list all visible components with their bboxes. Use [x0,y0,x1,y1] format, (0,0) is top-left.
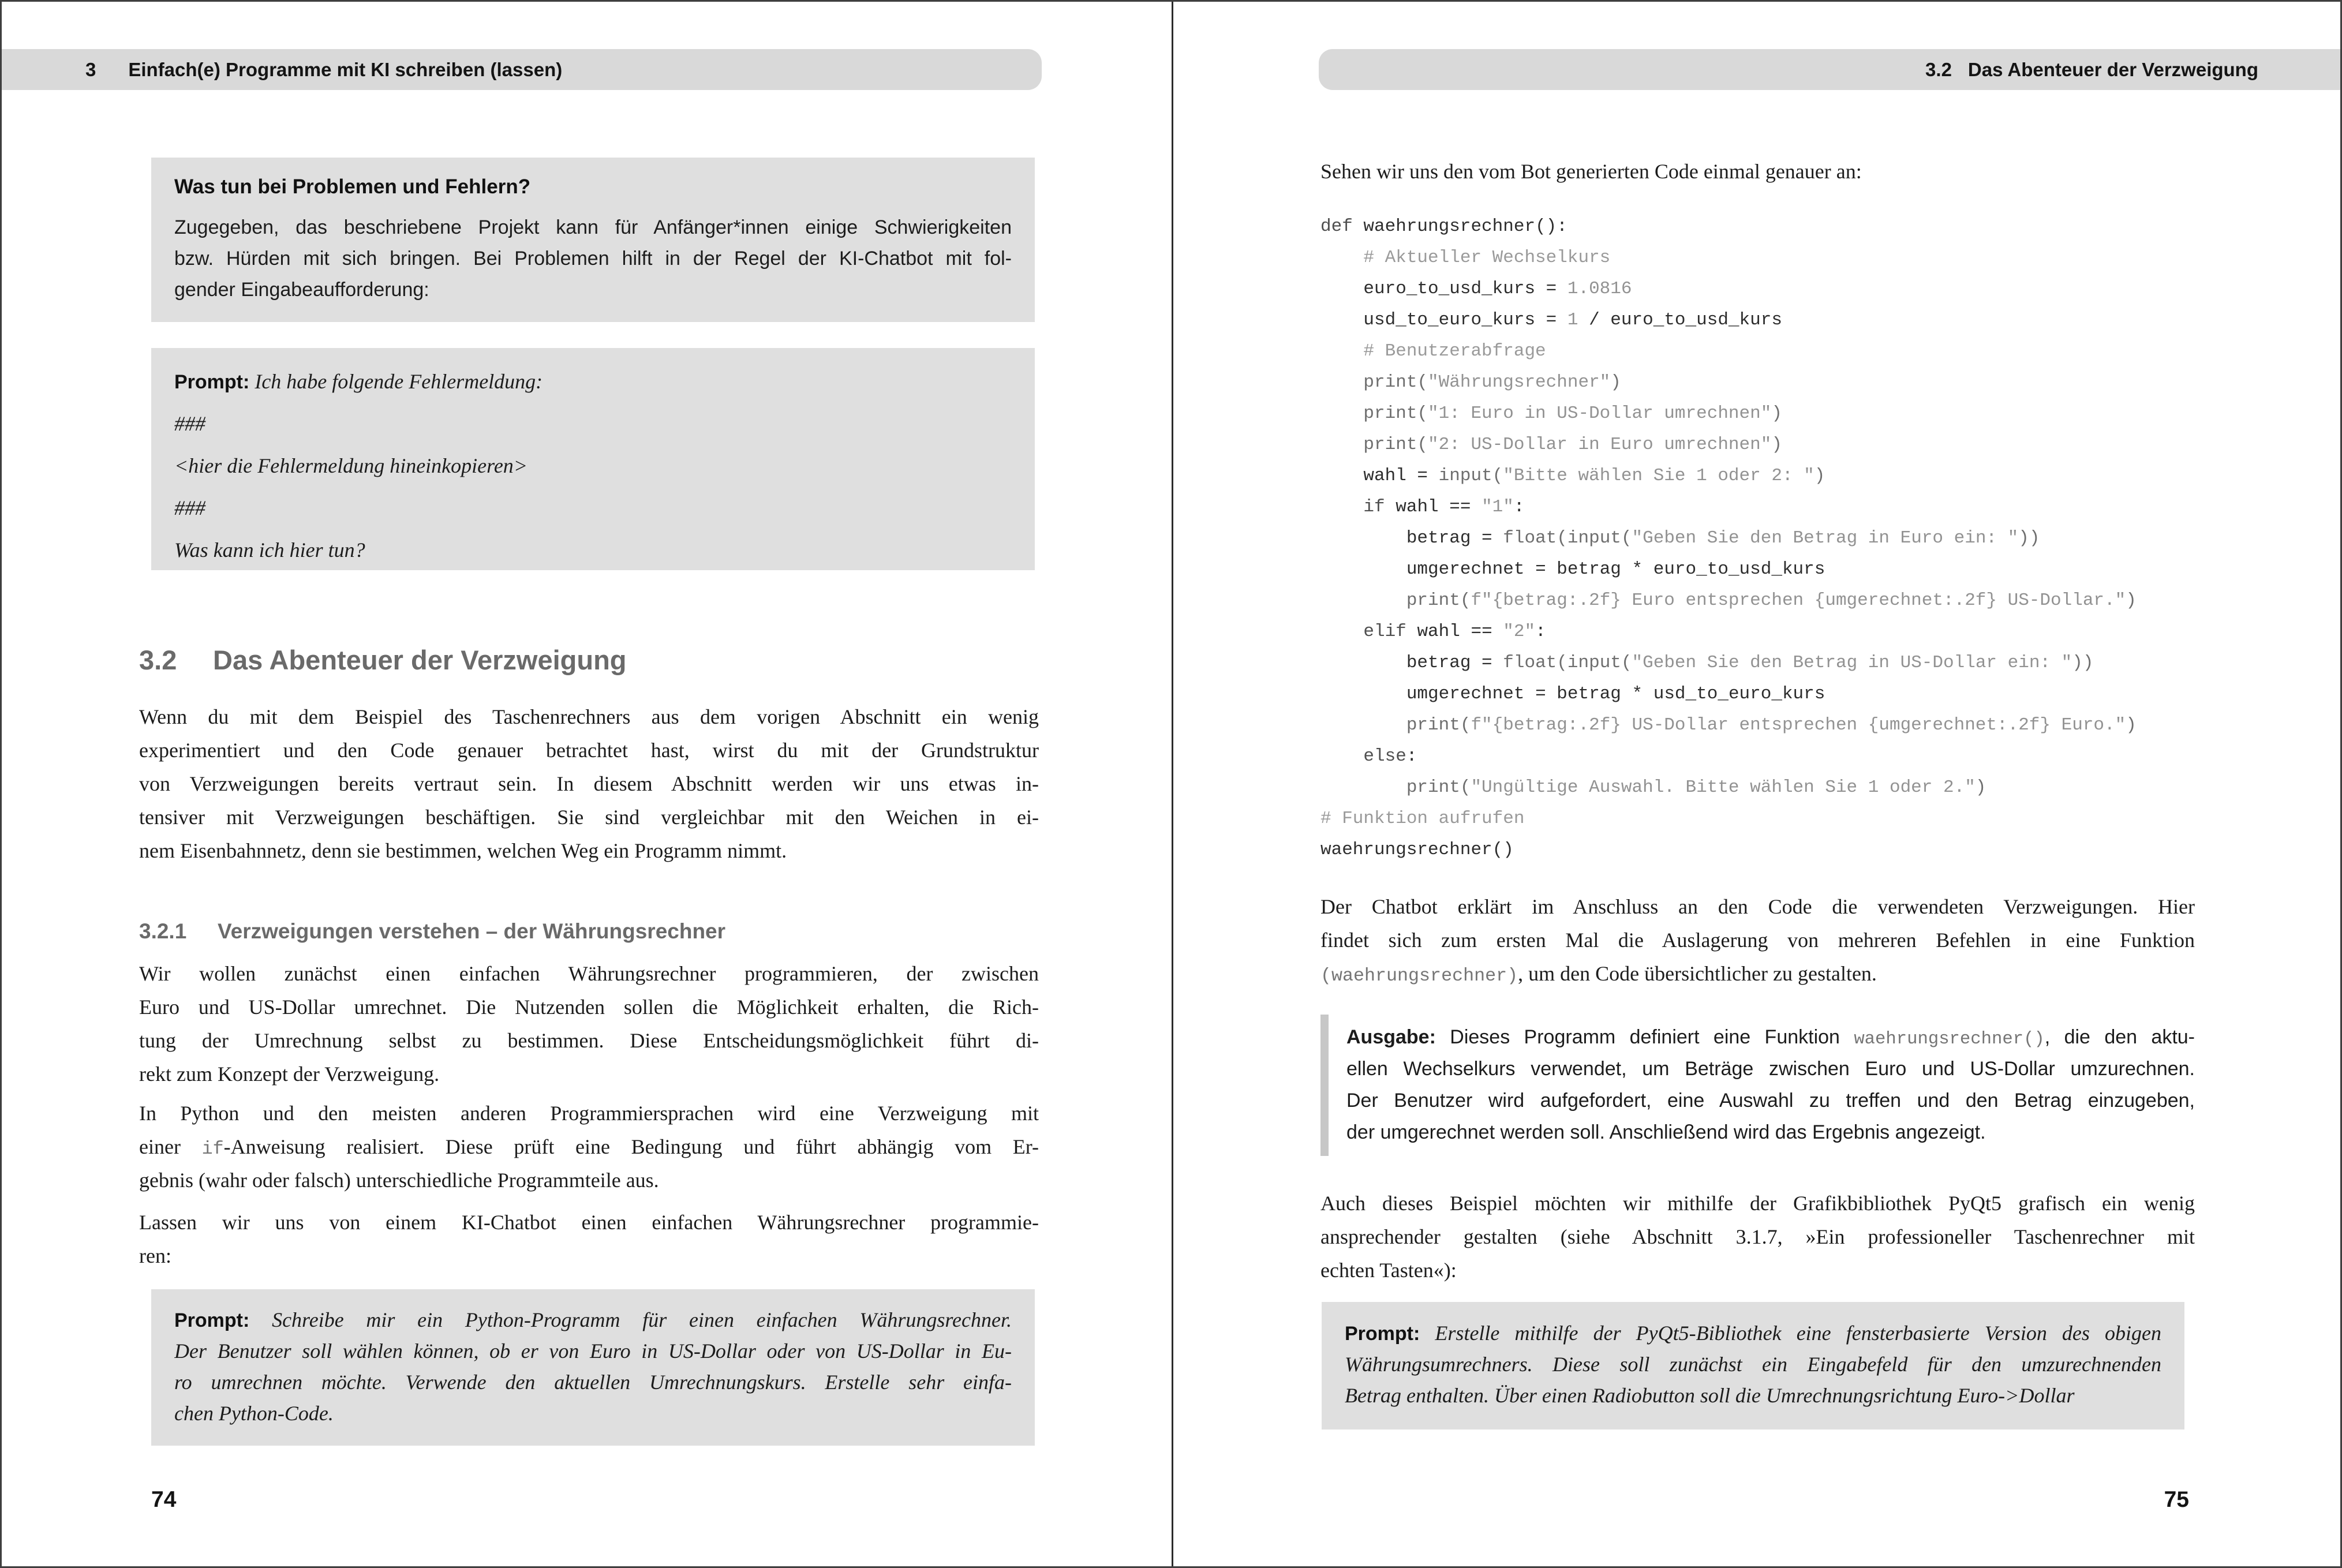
text-line: Der Benutzer wird aufgefordert, eine Auswahl zu treffen und den Betrag einzugeben, [1346,1090,2195,1112]
inline-text: , die den aktu- [2044,1026,2195,1048]
text-line: nem Eisenbahnnetz, denn sie bestimmen, welchen Weg ein Programm nimmt. [139,839,787,862]
text-line: gebnis (wahr oder falsch) unterschiedliche Programmteile aus. [139,1169,659,1192]
text-line: ellen Wechselkurs verwendet, um Beträge zwischen Euro und US-Dollar umzurechnen. [1346,1058,2195,1080]
code-token: : [1535,622,1546,642]
text-line: tensiver mit Verzweigungen beschäftigen. Sie sind vergleichbar mit den Weichen in ei- [139,806,1039,829]
code-token: * [1621,684,1653,704]
code-token: print( [1320,372,1428,392]
inline-mono: (waehrungsrechner) [1320,966,1518,986]
inline-b: Ausgabe: [1346,1026,1436,1048]
prompt-box-request-body [174,1304,1012,1429]
code-line [1320,305,2137,336]
prompt-box-pyqt-body [1345,1318,2161,1411]
code-token: = [1471,653,1503,673]
code-token: "1: Euro in US-Dollar umrechnen" [1428,403,1772,424]
text-line: Was kann ich hier tun? [174,538,365,562]
code-token: "1" [1481,497,1514,517]
code-token: "Währungsrechner" [1428,372,1611,392]
code-line [1320,336,2137,367]
text-line: Wir wollen zunächst einen einfachen Währungsrechner programmieren, der zwischen [139,962,1039,985]
inline-label: Prompt: [1345,1323,1420,1345]
code-token: # Funktion aufrufen [1320,809,1525,829]
code-token: = [1471,528,1503,548]
prompt-box-error-body [174,361,1012,571]
code-token: f"{betrag:.2f} Euro entsprechen {umgerechnet:.2f} US-Dollar." [1471,590,2126,611]
code-token: # Benutzerabfrage [1320,341,1546,361]
inline-text: Schreibe mir ein Python-Programm für einen einfachen Währungsrechner. [249,1308,1012,1331]
code-token: ) [1814,466,1825,486]
code-token: umgerechnet [1320,684,1525,704]
text-line: Auch dieses Beispiel möchten wir mithilfe der Grafikbibliothek PyQt5 grafisch ein wenig [1320,1192,2195,1215]
paragraph-explain [1320,890,2195,990]
code-token: input( [1438,466,1503,486]
code-token: () [1492,840,1514,860]
text-line: Währungsumrechners. Diese soll zunächst ein Eingabefeld für den umzurechnenden [1345,1353,2161,1376]
inline-mono: waehrungsrechner() [1854,1030,2045,1049]
code-token: usd_to_euro_kurs [1320,310,1536,330]
code-token: euro_to_usd_kurs [1320,279,1536,299]
code-token: ) [1771,403,1782,424]
inline-text: einer [139,1135,202,1158]
inline-label: Prompt: [174,371,250,393]
code-token: print( [1320,590,1471,611]
page-divider [1172,2,1173,1566]
code-token: ) [1610,372,1621,392]
chapter-number: 3 [85,58,96,80]
code-token: float(input( [1503,528,1632,548]
code-token: "2" [1503,622,1536,642]
text-line [139,1130,1039,1163]
text-line: findet sich zum ersten Mal die Auslagerung von mehreren Befehlen in eine Funktion [1320,929,2195,952]
code-token: float(input( [1503,653,1632,673]
code-block [1320,211,2137,866]
output-box [1320,1015,2195,1156]
prompt-box-pyqt [1322,1302,2184,1429]
text-line [174,361,1012,403]
code-line [1320,398,2137,429]
code-token: "2: US-Dollar in Euro umrechnen" [1428,435,1772,455]
code-token: = [1535,279,1567,299]
code-token: : [1406,746,1417,766]
code-token: print( [1320,777,1471,798]
text-line: chen Python-Code. [174,1402,334,1425]
text-line: ro umrechnen möchte. Verwende den aktuellen Umrechnungskurs. Erstelle sehr einfa- [174,1371,1012,1394]
code-line [1320,461,2137,492]
subsection-heading [139,918,725,945]
text-line: bzw. Hürden mit sich bringen. Bei Problemen hilft in der Regel der KI-Chatbot mit fol- [174,248,1012,270]
prompt-box-request [151,1289,1035,1446]
code-token: 1.0816 [1567,279,1632,299]
code-line [1320,772,2137,803]
code-token: elif [1320,622,1417,642]
code-token: * [1621,559,1653,579]
paragraph-pyqt [1320,1187,2195,1287]
text-line: ### [174,496,205,519]
code-token: print( [1320,403,1428,424]
paragraph-if [139,1097,1039,1197]
code-token: if [1320,497,1396,517]
code-token: ) [1771,435,1782,455]
code-line [1320,429,2137,461]
code-token: == [1460,622,1503,642]
code-token: ) [1975,777,1986,798]
section-header-bar [1319,49,2342,90]
inline-text: Dieses Programm definiert eine Funktion [1435,1026,1854,1048]
code-line [1320,274,2137,305]
code-token: print( [1320,435,1428,455]
subsection-number: 3.2.1 [139,919,187,943]
text-line: Lassen wir uns von einem KI-Chatbot einen einfachen Währungsrechner programmie- [139,1211,1039,1234]
code-line [1320,585,2137,616]
text-line: der umgerechnet werden soll. Anschließend wird das Ergebnis angezeigt. [1346,1121,1986,1143]
code-token: )) [2072,653,2094,673]
section-title: Das Abenteuer der Verzweigung [213,645,627,675]
text-line: ren: [139,1244,171,1267]
code-token: "Ungültige Auswahl. Bitte wählen Sie 1 oder 2." [1471,777,1976,798]
code-token: euro_to_usd_kurs [1610,310,1782,330]
code-line [1320,242,2137,274]
text-line: Der Benutzer soll wählen können, ob er von Euro in US-Dollar oder von US-Dollar in Eu- [174,1339,1012,1363]
code-line [1320,211,2137,242]
code-token: (): [1535,216,1567,237]
text-line: experimentiert und den Code genauer betrachtet hast, wirst du mit der Grundstruktur [139,739,1039,762]
code-token: / [1578,310,1611,330]
code-line [1320,834,2137,866]
code-token: = [1535,310,1567,330]
chapter-header-bar [2,49,1042,90]
subsection-title: Verzweigungen verstehen – der Währungsrechner [218,919,726,943]
intro-sentence: Sehen wir uns den vom Bot generierten Code einmal genauer an: [1320,160,1862,183]
code-token: umgerechnet [1320,559,1525,579]
inline-text: Erstelle mithilfe der PyQt5-Bibliothek eine fensterbasierte Version des obigen [1420,1322,2161,1345]
code-token: "Geben Sie den Betrag in Euro ein: " [1632,528,2019,548]
inline-label: Prompt: [174,1309,250,1331]
paragraph-lassen [139,1206,1039,1273]
paragraph-structure [139,700,1039,867]
text-line: tung der Umrechnung selbst zu bestimmen. Diese Entscheidungsmöglichkeit führt di- [139,1029,1039,1052]
text-line [1346,1021,2195,1053]
text-line: ansprechender gestalten (siehe Abschnitt 3.1.7, »Ein professioneller Taschenrechner mit [1320,1225,2195,1248]
code-token: f"{betrag:.2f} US-Dollar entsprechen {umgerechnet:.2f} Euro." [1471,715,2126,735]
code-line [1320,803,2137,834]
code-line [1320,492,2137,523]
section-number: 3.2 [139,645,177,675]
text-line [174,1304,1012,1335]
code-token: usd_to_euro_kurs [1653,684,1825,704]
code-line [1320,679,2137,710]
section-header-number: 3.2 [1925,58,1952,80]
text-line [1320,957,2195,990]
text-line: Zugegeben, das beschriebene Projekt kann für Anfänger*innen einige Schwierigkeiten [174,216,1012,238]
prompt-box-error [151,348,1035,570]
page-number-right: 75 [2164,1487,2189,1512]
code-token: ) [2126,715,2137,735]
code-line [1320,367,2137,398]
code-token: euro_to_usd_kurs [1653,559,1825,579]
text-line: gender Eingabeaufforderung: [174,279,429,301]
output-box-body [1346,1021,2195,1148]
chapter-title: Einfach(e) Programme mit KI schreiben (lassen) [128,58,563,80]
code-token: betrag [1557,684,1621,704]
code-token: betrag [1320,653,1471,673]
code-token: print( [1320,715,1471,735]
text-line: <hier die Fehlermeldung hineinkopieren> [174,454,528,477]
section-heading [139,644,627,676]
code-token: 1 [1567,310,1578,330]
text-line: In Python und den meisten anderen Programmiersprachen wird eine Verzweigung mit [139,1102,1039,1125]
inline-text: -Anweisung realisiert. Diese prüft eine Bedingung und führt abhängig vom Er- [223,1135,1039,1158]
inline-text: Ich habe folgende Fehlermeldung: [249,370,543,393]
code-token: betrag [1320,528,1471,548]
info-box-body [174,212,1012,305]
code-token: else [1320,746,1406,766]
info-box-title: Was tun bei Problemen und Fehlern? [174,175,531,198]
code-line [1320,616,2137,648]
code-line [1320,554,2137,585]
text-line: von Verzweigungen bereits vertraut sein. In diesem Abschnitt werden wir uns etwas in- [139,772,1039,795]
code-line [1320,523,2137,554]
inline-mono: if [201,1139,224,1159]
text-line: Euro und US-Dollar umrechnet. Die Nutzenden sollen die Möglichkeit erhalten, die Rich- [139,996,1039,1019]
code-token: wahl [1417,622,1460,642]
text-line: rekt zum Konzept der Verzweigung. [139,1062,440,1086]
code-token: wahl [1396,497,1439,517]
code-token: "Geben Sie den Betrag in US-Dollar ein: " [1632,653,2072,673]
code-token: "Bitte wählen Sie 1 oder 2: " [1503,466,1815,486]
code-token: wahl [1320,466,1406,486]
code-token: = [1406,466,1439,486]
code-token: waehrungsrechner [1320,840,1492,860]
text-line: Betrag enthalten. Über einen Radiobutton soll die Umrechnungsrichtung Euro->Dollar [1345,1384,2075,1407]
text-line: echten Tasten«): [1320,1259,1457,1282]
code-token: = [1524,684,1557,704]
text-line: Der Chatbot erklärt im Anschluss an den Code die verwendeten Verzweigungen. Hier [1320,895,2195,918]
inline-text: , um den Code übersichtlicher zu gestalten. [1518,962,1877,985]
code-token: == [1438,497,1482,517]
code-token: # Aktueller Wechselkurs [1320,248,1611,268]
text-line [1345,1318,2161,1349]
code-line [1320,710,2137,741]
info-box [151,158,1035,322]
text-line: Wenn du mit dem Beispiel des Taschenrechners aus dem vorigen Abschnitt ein wenig [139,705,1039,728]
code-token: ) [2126,590,2137,611]
code-token: def [1320,216,1364,237]
section-header-title: Das Abenteuer der Verzweigung [1967,58,2258,80]
text-line: ### [174,412,205,435]
page-number-left: 74 [151,1487,177,1512]
code-line [1320,648,2137,679]
code-token: )) [2018,528,2040,548]
code-line [1320,741,2137,772]
code-token: waehrungsrechner [1363,216,1536,237]
code-token: = [1524,559,1557,579]
code-token: betrag [1557,559,1621,579]
code-token: : [1513,497,1525,517]
paragraph-goal [139,957,1039,1091]
